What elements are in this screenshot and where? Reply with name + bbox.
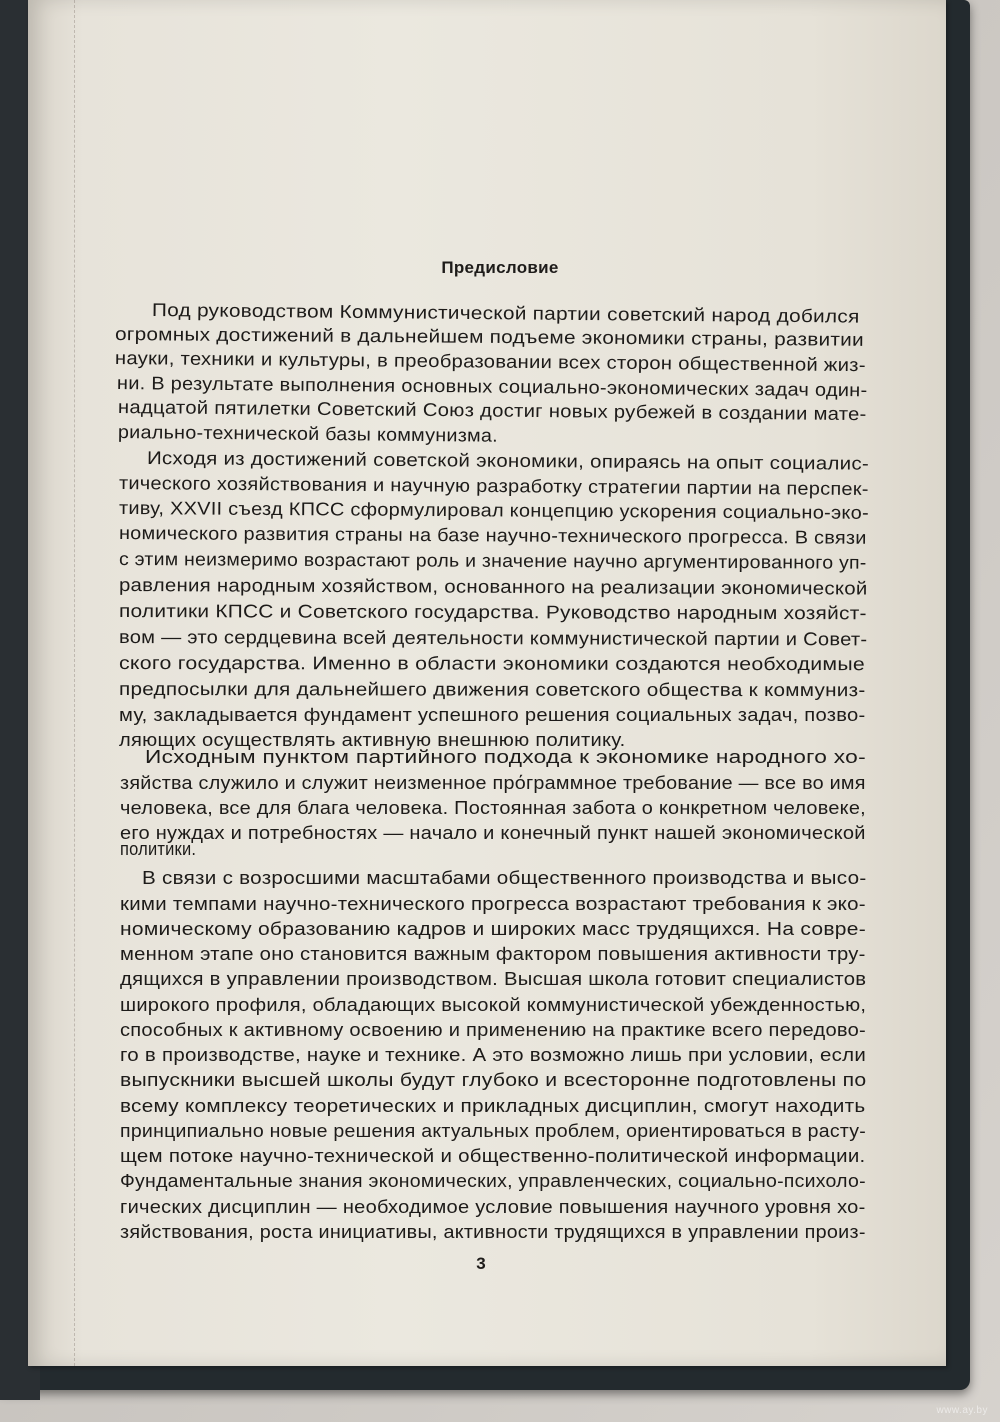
text-line: Исходя из достижений советской экономики, опираясь на опыт социалис- — [146, 447, 870, 474]
text-line: кими темпами научно-технического прогресса возрастают требования к эко- — [120, 893, 866, 914]
text-line: ского государства. Именно в области экономики создаются необходимые — [118, 652, 866, 675]
text-line: риально-технической базы коммунизма. — [117, 421, 499, 446]
text-line: предпосылки для дальнейшего движения советского общества к коммуниз- — [118, 678, 866, 701]
text-line: равления народным хозяйством, основанного на реализации экономической — [118, 574, 868, 599]
text-line: широкого профиля, обладающих высокой коммунистической убежденностью, — [120, 994, 867, 1015]
page-heading: Предисловие — [441, 258, 559, 277]
text-line: науки, техники и культуры, в преобразовании всех сторон общественной жиз- — [114, 347, 866, 376]
text-line: ляющих осуществлять активную внешнюю политику. — [119, 729, 626, 750]
text-line: ни. В результате выполнения основных социально-экономических задач один- — [116, 372, 868, 401]
text-line: принципиально новые решения актуальных проблем, ориентироваться в расту- — [120, 1120, 867, 1141]
text-line: номического развития страны на базе научно-технического прогресса. В связи — [118, 522, 867, 548]
text-line: человека, все для блага человека. Постоянная забота о конкретном человеке, — [120, 797, 866, 818]
text-line: тиву, XXVII съезд КПСС сформулировал концепцию ускорения социально-эко- — [118, 497, 870, 523]
text-line: му, закладывается фундамент успешного решения социальных задач, позво- — [119, 704, 866, 725]
text-line: В связи с возросшими масштабами общественного производства и высо- — [142, 867, 867, 888]
text-line: его нуждах и потребностях — начало и конечный пункт нашей экономической — [120, 822, 866, 843]
text-line: Под руководством Коммунистической партии советский народ добился — [151, 299, 860, 327]
text-line: выпускники высшей школы будут глубоко и всесторонне подготовлены по — [120, 1069, 867, 1090]
text-line: политики. — [120, 838, 197, 859]
text-line: дящихся в управлении производством. Высшая школа готовит специалистов — [120, 968, 867, 989]
text-line: зяйства служило и служит неизменное прόграммное требование — все во имя — [120, 772, 866, 793]
text-line: политики КПСС и Советского государства. Руководство народным хозяйст- — [118, 600, 867, 624]
text-line: щем потоке научно-технической и общественно-политической информации. — [120, 1145, 866, 1166]
text-line: номическому образованию кадров и широких масс трудящихся. На совре- — [120, 918, 866, 939]
text-line: всему комплексу теоретических и прикладных дисциплин, смогут находить — [120, 1095, 866, 1116]
page-number: 3 — [476, 1254, 486, 1273]
text-line: зяйствования, роста инициативы, активности трудящихся в управлении произ- — [120, 1221, 866, 1242]
text-line: вом — это сердцевина всей деятельности коммунистической партии и Совет- — [118, 626, 868, 650]
text-line: Исходным пунктом партийного подхода к экономике народного хо- — [145, 746, 866, 767]
text-line: надцатой пятилетки Советский Союз достиг новых рубежей в создании мате- — [117, 396, 867, 425]
page-binding-stitch — [74, 0, 93, 1366]
text-line: Фундаментальные знания экономических, управленческих, социально-психоло- — [120, 1170, 866, 1191]
text-line: способных к активному освоению и применению на практике всего передово- — [120, 1019, 866, 1040]
text-line: менном этапе оно становится важным фактором повышения активности тру- — [120, 943, 866, 964]
text-line: го в производстве, науке и технике. А это возможно лишь при условии, если — [120, 1044, 867, 1065]
text-line: с этим неизмеримо возрастают роль и значение научно аргументированного уп- — [118, 548, 867, 573]
text-line: гических дисциплин — необходимое условие повышения научного уровня хо- — [120, 1196, 866, 1217]
text-line: тического хозяйствования и научную разработку стратегии партии на перспек- — [118, 472, 869, 500]
text-line: огромных достижений в дальнейшем подъеме экономики страны, развитии — [114, 323, 865, 350]
watermark: www.ay.by — [936, 1405, 988, 1416]
